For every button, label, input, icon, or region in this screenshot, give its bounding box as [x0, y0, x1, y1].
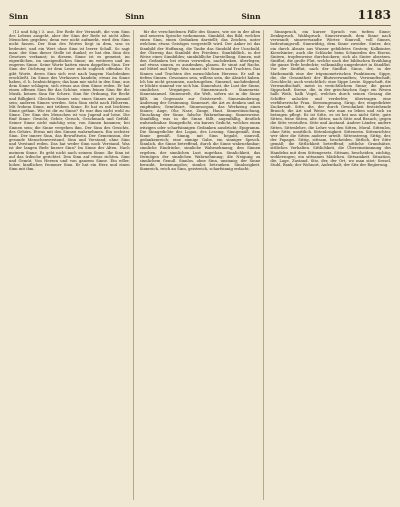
page-number: 1183: [357, 8, 391, 22]
column-3-text: Sinnspruch, ein kurzer Spruch von tiefem Sinne; Denkspruch, Wahlspruch. Sinnverwandt, dem Sinne nach verwandt; sinnverwandte Wörter. Sinnvoll, voll Sinnes, bedeutungsvoll. Sinnwidrig, dem Sinne zuwider. Sinter, der, ein durch Absatz aus Wasser gebildetes Gestein; Kalksinter, Kieselsinter; auch die Schlacke beim Schmieden des Eisens. Sintern, tropfenweise durchsickern; sich als Sinter absetzen. Sintflut, die große Flut, welche nach der biblischen Erzählung die ganze Erde bedeckte; volksmäßig umgedeutet in Sündflut. Vor der Sintflut, nach der Sintflut. Sinus, der, in der Mathematik eine der trigonometrischen Funktionen. Sippe, die, die Gesamtheit der Blutsverwandten; Verwandtschaft, Geschlecht; auch verächtlich: eine Sippe Leute. Sippschaft, die Verwandtschaft, meist in verächtlichem Sinne; die ganze Sippschaft. Sirene, die, in der griechischen Sage ein Wesen halb Weib, halb Vogel, welches durch seinen Gesang die Schiffer anlockte und verderbte; übertragen eine verführerische Frau. Sirenengesang. Sirup, der, eingedickter Zuckersaft. Sitte, die, der durch Gewohnheit feststehende Brauch; die Art und Weise, wie man zu leben und sich zu betragen pflegt. Es ist Sitte, es ist bei uns nicht Sitte; gute Sitten, feine Sitten, alte Sitten; nach Sitte und Brauch; gegen die Sitte verstoßen. Sitte und Anstand. Andere Länder, andere Sitten. Sittenlehre, die Lehre von den Sitten, Moral. Sittenlos, ohne Sitte, unsittlich. Sittenlosigkeit. Sittenrein. Sittenrichter, wer über die Sitten anderer urteilt. Sittenstreng. Sittig, der, der Papagei. Sittig, sittsam, bescheiden. Sittlich, der Sitte gemäß; die Sittlichkeit betreffend; sittliche Grundsätze, sittliches Verhalten. Sittlichkeit, die Übereinstimmung des Handelns mit dem Sittengesetz. Sittsam, bescheiden, züchtig, wohlerzogen; ein sittsames Mädchen. Sittsamkeit. Situation, die, Lage, Zustand. Sitz, der, der Ort, wo man sitzt; Sessel, Stuhl, Bank; der Wohnort, Aufenthalt; der Sitz der Regierung.: [270, 30, 392, 167]
column-3: [270, 30, 391, 500]
header-right-word: Sinn: [241, 12, 261, 21]
column-1-text: (13 und folg.) 3. aus. Die Rede der Vernunft, die vom Sinn des Lebens ausgeht, aber der Sinn der Rede ist nicht allen Menschen gegeben; denn wer nicht aufmerkt, wird den Sinn nicht fassen. Der Sinn des Wortes liegt in dem, was es bedeutet, und ein Wort ohne Sinn ist leerer Schall. So sagt man: der Sinn dieser Stelle ist dunkel; er hat den Sinn des Gesetzes verkannt; in diesem Sinne ist es gemeint; im eigentlichen, im uneigentlichen Sinne; im weiteren und im engeren Sinne. Seine Worte hatten einen doppelten Sinn. Der Sinn der Dichtung ist dem Leser nicht sogleich offenbar. Es gibt Worte, deren Sinn sich erst nach langem Nachdenken erschließt. Im Sinne des Verfassers handeln; etwas im Sinne haben, d. h. beabsichtigen; das kam mir nicht in den Sinn; aus dem Sinne schlagen; sich etwas aus dem Sinne reden. Er hat einen offenen Sinn für das Schöne, einen feinen Sinn für die Musik, keinen Sinn für Scherz. Sinn für Ordnung, für Recht und Billigkeit. Gleichen Sinnes sein; eines Sinnes mit jemand sein; anderen Sinnes werden. Sein Sinn steht nach Höherem. Mit frohem Sinne, mit trübem Sinne. Er hat es mit leichtem Sinne gethan. Wie ist dir zu Sinne? Es war ihm nicht wohl zu Sinne. Der Sinn des Menschen ist von Jugend auf böse. Die fünf Sinne: Gesicht, Gehör, Geruch, Geschmack und Gefühl. Seiner Sinne nicht mächtig sein; von Sinnen kommen; bei Sinnen sein; die Sinne vergehen ihm. Der Sinn des Gesichts, des Gehörs. Etwas mit den Sinnen wahrnehmen. Ein sechster Sinn. Der innere Sinn, das Bewußtsein. Der Gemeinsinn, der gesunde Menschenverstand. Sinn und Verstand; ohne Sinn und Verstand reden. Das hat weder Sinn noch Verstand. Was ist der langen Rede kurzer Sinn? Im Sinne der Alten. Nach meinem Sinne. Es geht nicht nach seinem Sinne. Ihr Sinn ist auf das Irdische gerichtet. Den Sinn auf etwas richten. Sinn und Gemüt. Von Herzen und von ganzem Sinne. Ein edler, hoher, kindlicher, frommer Sinn. Er hat ein Herz und einen Sinn mit ihm.: [9, 30, 130, 172]
column-2: [140, 30, 265, 500]
column-2-text: für die verschiedenen Fälle des Sinnes, wie sie in der alten und neueren Sprache vorkommen. Sinnbild, das Bild, welches einen Sinn, einen Gedanken darstellt; das Zeichen, unter welchem etwas Geistiges vorgestellt wird. Der Anker ist das Sinnbild der Hoffnung, die Taube das Sinnbild der Unschuld, der Ölzweig das Sinnbild des Friedens. Sinnbildlich, in der Weise eines Sinnbildes; sinnbildliche Darstellung. Sinnen, mit den Gedanken bei etwas verweilen, nachdenken, überlegen; auf etwas sinnen, es ausdenken, planen. Er sinnt auf Rache, auf Mittel und Wege. Was sinnst du? Sinnen und Trachten. Das Sinnen und Trachten des menschlichen Herzens. Er saß in tiefem Sinnen. Gesonnen sein, willens sein, die Absicht haben. Ich bin nicht gesonnen, nachzugeben. Sinnend, nachdenkend; er blickte sinnend vor sich hin. Sinnenlust, die Lust der Sinne, sinnliches Vergnügen. Sinnenrausch. Sinnenreiz. Sinnentaumel. Sinnenwelt, die Welt, sofern sie in die Sinne fällt, im Gegensatz zur Geisteswelt. Sinnesänderung, Änderung der Gesinnung. Sinnesart, die Art zu denken und zu empfinden; Gemütsart. Sinnesorgan, das Werkzeug eines Sinnes; Auge, Ohr, Nase, Zunge, Haut. Sinnestäuschung, Täuschung der Sinne, falsche Wahrnehmung. Sinnesweise. Sinnfällig, was in die Sinne fällt, augenfällig, deutlich wahrnehmbar. Sinngedicht, ein kurzes Gedicht, welches einen witzigen oder scharfsinnigen Gedanken ausdrückt; Epigramm. Die Sinngedichte des Logau, des Lessing. Sinngemäß, dem Sinne gemäß. Sinnig, mit Sinn begabt, sinnvoll, gedankenreich; eine sinnige Gabe, ein sinniger Spruch. Sinnlich, die Sinne betreffend, durch die Sinne wahrnehmbar; sinnliche Eindrücke, sinnliche Wahrnehmung; den Sinnen ergeben, der sinnlichen Lust zugethan. Sinnlichkeit, das Vermögen der sinnlichen Wahrnehmung; die Neigung zu sinnlichem Genuß. Sinnlos, ohne Sinn, unsinnig; der Sinne beraubt, besinnungslos; sinnlos betrunken. Sinnlosigkeit. Sinnreich, reich an Sinn, geistreich, scharfsinnig erdacht.: [139, 30, 261, 172]
header-center-word: Sinn: [125, 12, 145, 21]
column-1: [9, 30, 134, 500]
page-header: [9, 8, 391, 26]
text-columns: [9, 30, 391, 500]
header-left-word: Sinn: [9, 12, 29, 21]
